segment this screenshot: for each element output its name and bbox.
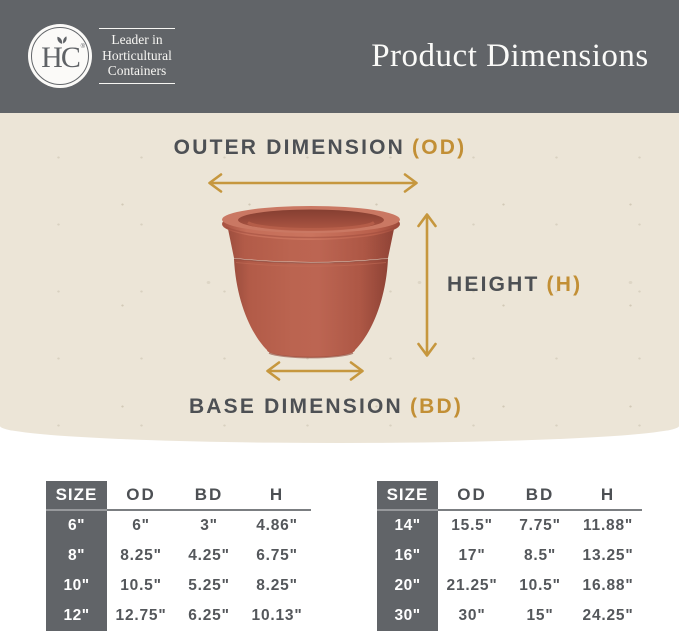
table-cell: 10.5" [120,577,162,594]
table-cell: 15" [526,607,554,624]
dimension-diagram [0,113,679,443]
table-cell: 8.25" [256,577,298,594]
table-cell: 5.25" [188,577,230,594]
table-cell: 24.25" [582,607,634,624]
table-cell: 21.25" [446,577,498,594]
size-table-small [46,481,311,631]
table-cell: 11.88" [582,517,634,534]
table-header-h: H [574,481,642,511]
table-cell: 4.86" [256,517,298,534]
table-cell: 6.25" [188,607,230,624]
bd-abbr: (BD) [409,395,464,418]
h-abbr: (H) [546,273,583,296]
hc-monogram: HC [41,41,79,74]
table-header-od: OD [107,481,175,511]
tagline-line: Containers [107,63,167,78]
brand-logo [28,24,92,88]
table-header-od: OD [438,481,506,511]
table-cell: 16.88" [582,577,634,594]
table-cell: 10.13" [251,607,303,624]
table-row-label: 30" [377,601,438,631]
table-cell: 30" [458,607,486,624]
table-row-label: 12" [46,601,107,631]
table-cell: 3" [200,517,218,534]
table-row-label: 8" [46,541,107,571]
table-row-label: 20" [377,571,438,601]
height-label: HEIGHT (H) [447,273,583,296]
table-cell: 8.25" [120,547,162,564]
header-bar [0,0,679,113]
table-cell: 10.5" [519,577,561,594]
table-cell: 13.25" [582,547,634,564]
table-header-h: H [243,481,311,511]
page-title: Product Dimensions [371,38,649,74]
od-abbr: (OD) [412,136,467,159]
table-header-size: SIZE [46,481,107,511]
table-row-label: 14" [377,511,438,541]
table-cell: 6.75" [256,547,298,564]
tagline-line: Leader in [111,32,163,47]
size-table-large [377,481,642,631]
od-double-arrow-icon [205,172,421,194]
bd-double-arrow-icon [263,360,367,382]
table-cell: 8.5" [523,547,557,564]
table-row-label: 6" [46,511,107,541]
table-cell: 4.25" [188,547,230,564]
tagline-line: Horticultural [102,47,172,63]
base-dimension-label: BASE DIMENSION (BD) [188,395,464,418]
table-row-label: 16" [377,541,438,571]
table-cell: 17" [458,547,486,564]
registered-trademark: ® [80,44,85,50]
table-cell: 7.75" [519,517,561,534]
flower-pot-illustration [216,203,406,363]
brand-tagline [99,28,175,84]
table-row-label: 10" [46,571,107,601]
table-cell: 6" [132,517,150,534]
table-cell: 12.75" [115,607,167,624]
table-header-bd: BD [175,481,243,511]
table-cell: 15.5" [451,517,493,534]
table-header-size: SIZE [377,481,438,511]
outer-dimension-label: OUTER DIMENSION (OD) [173,136,467,159]
height-double-arrow-icon [416,210,438,360]
table-header-bd: BD [506,481,574,511]
